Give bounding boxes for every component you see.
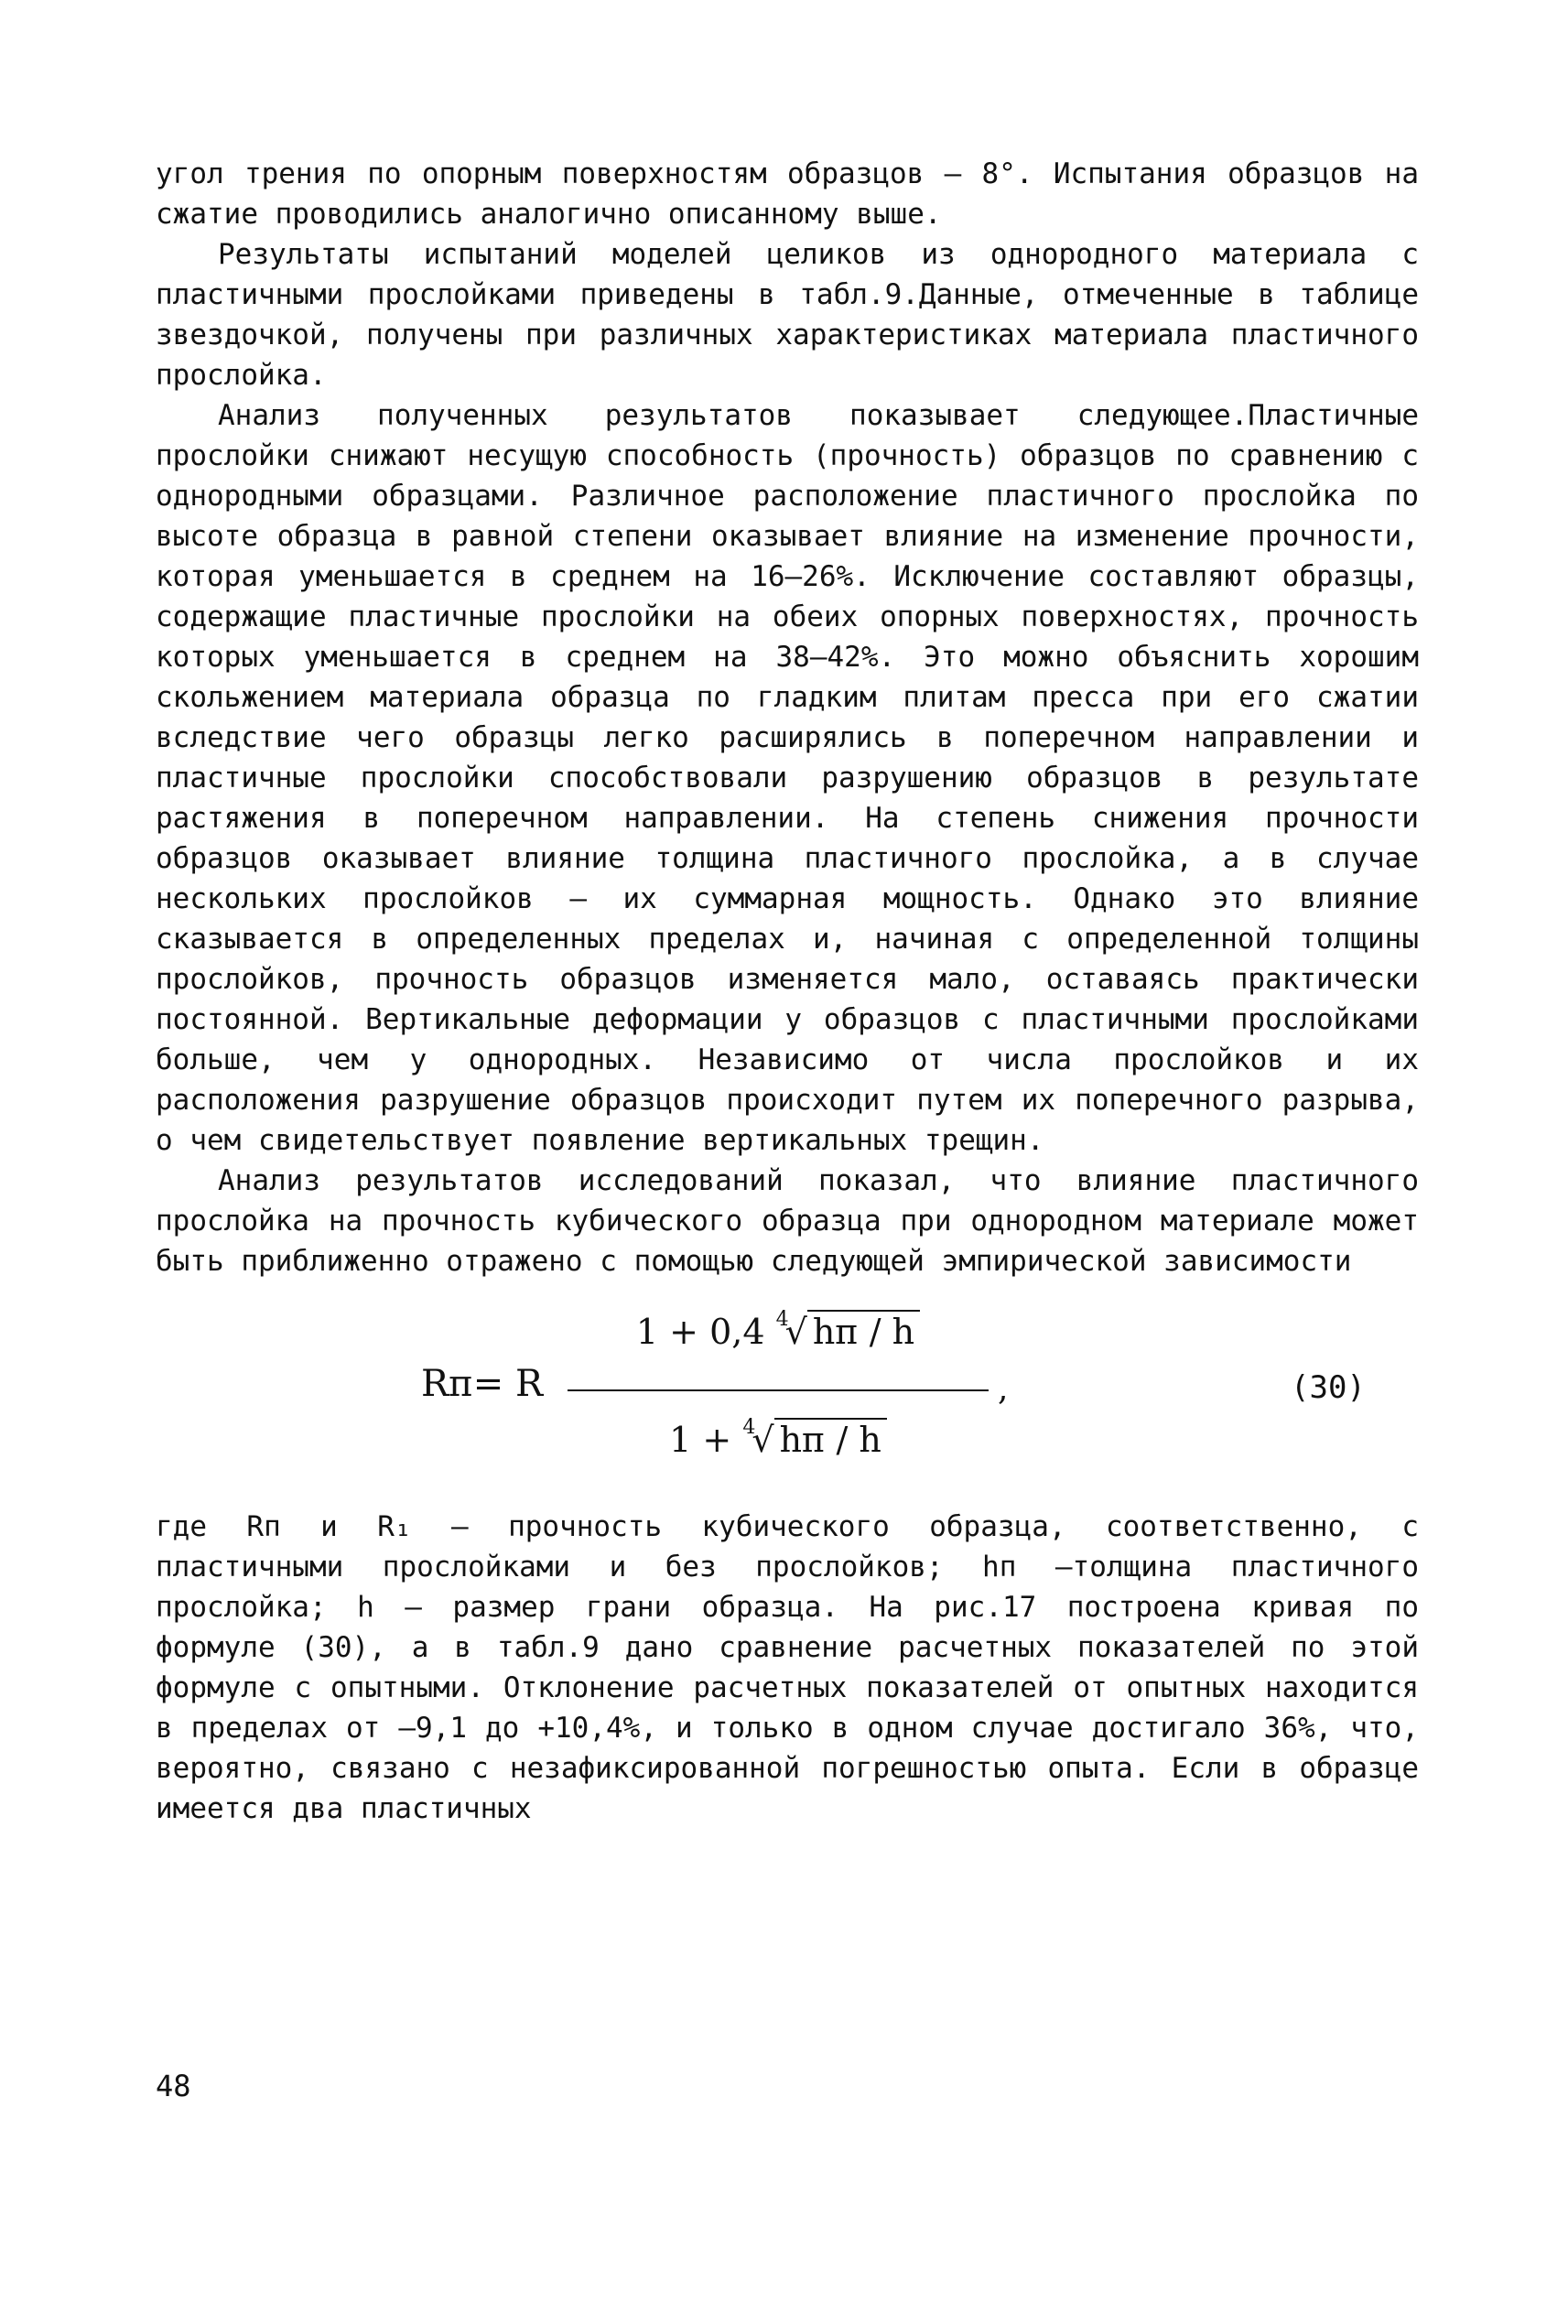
paragraph-3: Анализ полученных результатов показывает следующее.Пластичные прослойки снижают несущую способность (прочность) образцов по сравнению с однородными образцами. Различное расположение пластичного прослойка по высоте образца в равной степени оказывает влияние на изменение прочности, которая уменьшается в среднем на 16–26%. Исключение составляют образцы, содержащие пластичные прослойки на обеих опорных поверхностях, прочность которых уменьшается в среднем на 38–42%. Это можно объяснить хорошим скольжением материала образца по гладким плитам пресса при его сжатии вследствие чего образцы легко расширялись в поперечном направлении и пластичные прослойки способствовали разрушению образцов в результате растяжения в поперечном направлении. На степень снижения прочности образцов оказывает влияние толщина пластичного прослойка, а в случае нескольких прослойков – их суммарная мощность. Однако это влияние сказывается в определенных пределах и, начиная с определенной толщины прослойков, прочность образцов изменяется мало, оставаясь практически постоянной. Вертикальные деформации у образцов с пластичными прослойками больше, чем у однородных. Независимо от числа прослойков и их расположения разрушение образцов происходит путем их поперечного разрыва, о чем свидетельствует появление вертикальных трещин. [156,399,1419,1157]
denominator-lead: 1 + [669,1420,732,1460]
numerator-lead: 1 + 0,4 [635,1312,765,1352]
formula-fraction [568,1287,989,1503]
denominator-root-body: hп / h [774,1418,887,1460]
numerator-root-index: 4 [775,1308,789,1331]
equation-number: (30) [1291,1369,1366,1406]
paragraph-5: где Rп и R₁ – прочность кубического образца, соответственно, с пластичными прослойками и без прослойков; hп –толщина пластичного прослойка; h – размер грани образца. На рис.17 построена кривая по формуле (30), а в табл.9 дано сравнение расчетных показателей по этой формуле с опытными. Отклонение расчетных показателей от опытных находится в пределах от –9,1 до +10,4%, и только в одном случае достигало 36%, что, вероятно, связано с незафиксированной погрешностью опыта. Если в образце имеется два пластичных [156,1510,1419,1825]
formula-30 [156,1287,1419,1503]
page-number: 48 [156,2069,191,2103]
formula-lhs: Rп= R [421,1363,544,1405]
denominator-root-index: 4 [742,1416,756,1439]
formula-denominator: 1 + $^4$√ hп / h [568,1408,989,1460]
paragraph-4: Анализ результатов исследований показал, что влияние пластичного прослойка на прочность кубического образца при однородном материале может быть приближенно отражено с помощью следующей эмпирической зависимости [156,1164,1419,1278]
paragraph-2: Результаты испытаний моделей целиков из однородного материала с пластичными прослойками приведены в табл.9.Данные, отмеченные в таблице звездочкой, получены при различных характеристиках материала пластичного прослойка. [156,238,1419,392]
numerator-root-body: hп / h [807,1310,920,1352]
fraction-bar [568,1389,989,1391]
formula-comma: , [998,1370,1009,1408]
formula-numerator: 1 + 0,4 $^4$√ hп / h [568,1300,989,1352]
body-text [156,154,1419,1829]
paragraph-1: угол трения по опорным поверхностям образцов – 8°. Испытания образцов на сжатие проводились аналогично описанному выше. [156,157,1419,231]
